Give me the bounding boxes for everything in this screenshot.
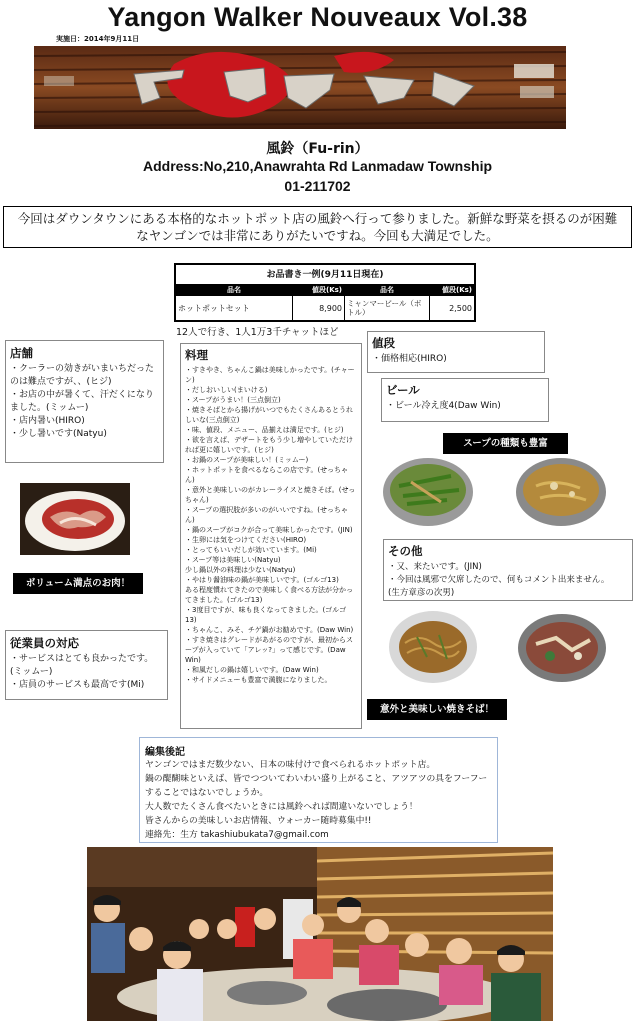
table-row <box>176 296 474 320</box>
other-review-box <box>383 539 633 601</box>
food-review-box <box>180 343 362 729</box>
menu-item-name: ホットポットセット <box>176 296 293 320</box>
menu-table-title: お品書き一例(9月11日現在) <box>176 265 474 285</box>
intro-line: なヤンゴンでは非常にありがたいですね。今回も大満足でした。 <box>136 228 499 243</box>
photo-caption-yakisoba: 意外と美味しい焼きそば！ <box>367 699 507 720</box>
yakisoba-photo <box>387 607 479 685</box>
hotpot-photo-soup <box>514 456 609 528</box>
review-line: ・和風だしの鍋は嬉しいです。(Daw Win) <box>185 666 319 674</box>
review-line: ・お鍋のスープが美味しい！(ミッムー) <box>185 456 309 464</box>
col-header-item: 品名 <box>176 285 293 296</box>
price-review-box <box>367 331 545 373</box>
intro-line: 今回はダウンタウンにある本格的なホットポット店の風鈴へ行って参りました。新鮮な野菜を摂るのが困難 <box>17 211 618 226</box>
section-heading: ビール <box>386 383 420 397</box>
review-line: ・スープがうまい！(三点倒立) <box>185 396 281 404</box>
editor-contact: 連絡先：生方 takashiubukata7@gmail.com <box>145 830 329 840</box>
beer-review-box <box>381 378 549 422</box>
review-line: ・サイドメニューも豊富で満腹になりました。 <box>185 676 332 684</box>
review-line: ・意外と美味しいのがカレーライスと焼きそば。(せっちゃん) <box>185 486 356 504</box>
review-line: ・又、来たいです。(JIN) <box>388 562 482 572</box>
editor-line: 鍋の醍醐味といえば、皆でつついてわいわい盛り上がること、アツアツの具をフーフー <box>145 774 488 784</box>
col-header-price: 値段(Ks) <box>442 286 472 294</box>
menu-item-price: 8,900 <box>293 296 345 320</box>
review-line: ・店員のサービスも最高です(Mi) <box>10 680 145 690</box>
review-line: ・スープ等は美味しい(Natyu) <box>185 556 281 564</box>
editor-note-box <box>139 737 498 843</box>
editor-line: することではないでしょうか。 <box>145 788 269 798</box>
review-line: ・とってもいいだしが効いています。(Mi) <box>185 546 317 554</box>
issue-date: 実施日：2014年9月11日 <box>56 35 140 43</box>
review-line: ・欲を言えば、デザートをもう少し増やしていただければ更に嬉しいです。(ヒジ) <box>185 436 353 454</box>
review-line: ・クーラーの効きがいまいちだったのは難点ですが、、(ヒジ) <box>10 364 155 387</box>
review-line: ・すきやき、ちゃんこ鍋は美味しかったです。(チャーン) <box>185 366 355 384</box>
review-line: ある程度慣れてきたので美味しく食べる方法が分かってきました。(ゴルゴ13) <box>185 586 353 604</box>
section-heading: その他 <box>388 544 423 558</box>
review-line: ・価格相応(HIRO) <box>372 354 447 364</box>
review-line: ・店内暑い(HIRO) <box>10 416 85 426</box>
review-line: ・鍋のスープがコクが合って美味しかったです。(JIN) <box>185 526 353 534</box>
section-heading: 料理 <box>185 348 208 362</box>
group-photo <box>87 847 553 1021</box>
shop-review-box <box>5 340 164 463</box>
hotpot-photo-green <box>381 456 476 528</box>
review-line: ・今回は風邪で欠席したので、何もコメント出来ません。 <box>388 575 610 585</box>
review-line: ・ホットポットを食べるならこの店です。(せっちゃん) <box>185 466 349 484</box>
photo-caption-soup: スープの種類も豊富 <box>443 433 568 454</box>
newsletter-title: Yangon Walker Nouveaux Vol.38 <box>107 2 528 32</box>
restaurant-address: Address:No,210,Anawrahta Rd Lanmadaw Township <box>142 158 493 174</box>
menu-price-table <box>174 263 476 322</box>
editor-line: 大人数でたくさん食べたいときには風鈴へれば間違いないでしょう！ <box>145 802 418 812</box>
menu-item-name: ミャンマービール（ボトル） <box>345 296 430 320</box>
hotpot-photo-mixed <box>516 610 608 685</box>
meat-dish-photo <box>20 483 130 555</box>
review-line: ・だしおいしい(まいける) <box>185 386 268 394</box>
editor-line: ヤンゴンではまだ数少ない、日本の味付けで食べられるホットポット店。 <box>145 760 436 770</box>
restaurant-phone: 01-211702 <box>284 178 351 194</box>
review-line: ・スープの選択肢が多いのがいいですね。(せっちゃん) <box>185 506 348 524</box>
review-line: ・やはり醤油味の鍋が美味しいです。(ゴルゴ13) <box>185 576 339 584</box>
staff-review-box <box>5 630 168 700</box>
review-line: ・お店の中が暑くて、汗だくになりました。(ミッムー) <box>10 390 154 413</box>
menu-item-price: 2,500 <box>449 303 472 313</box>
review-line: 少し鍋以外の料理は少ない(Natyu) <box>185 566 296 574</box>
photo-caption-meat: ボリューム満点のお肉！ <box>13 573 143 594</box>
menu-table-header <box>176 285 474 296</box>
editor-line: 皆さんからの美味しいお店情報、ウォーカー随時募集中!! <box>145 816 372 826</box>
intro-box <box>3 206 632 248</box>
review-line: ・すき焼きはグレードがあがるのですが、最初からスープが入っていて「アレッ?」って感じです。(Daw Win) <box>185 636 353 664</box>
review-line: ・少し暑いです(Natyu) <box>10 429 107 439</box>
section-heading: 店舗 <box>10 346 33 360</box>
restaurant-name: 風鈴（Fu-rin） <box>266 141 369 157</box>
section-heading: 値段 <box>372 336 395 350</box>
restaurant-sign-photo <box>34 46 566 129</box>
review-line: ・3度目ですが、味も良くなってきました。(ゴルゴ13) <box>185 606 347 624</box>
review-line: ・ビール冷え度4(Daw Win) <box>386 401 501 411</box>
review-line: (生方章彦の次男) <box>388 588 455 598</box>
section-heading: 編集後記 <box>145 747 185 758</box>
review-line: ・味、値段、メニュー、品揃えは満足です。(ヒジ) <box>185 426 344 434</box>
menu-note: 12人で行き、1人1万3千チャットほど <box>176 327 339 338</box>
review-line: ・サービスはとても良かったです。(ミッムー) <box>10 654 154 677</box>
review-line: ・焼きそばとから揚げがいつでもたくさんあるとうれしいな(三点倒立) <box>185 406 353 424</box>
review-line: ・ちゃんこ、みそ、チゲ鍋がお勧めです。(Daw Win) <box>185 626 354 634</box>
review-line: ・生卵には気をつけてください(HIRO) <box>185 536 307 544</box>
col-header-price: 値段(Ks) <box>293 285 345 296</box>
section-heading: 従業員の対応 <box>10 636 79 650</box>
col-header-item: 品名 <box>345 285 430 296</box>
